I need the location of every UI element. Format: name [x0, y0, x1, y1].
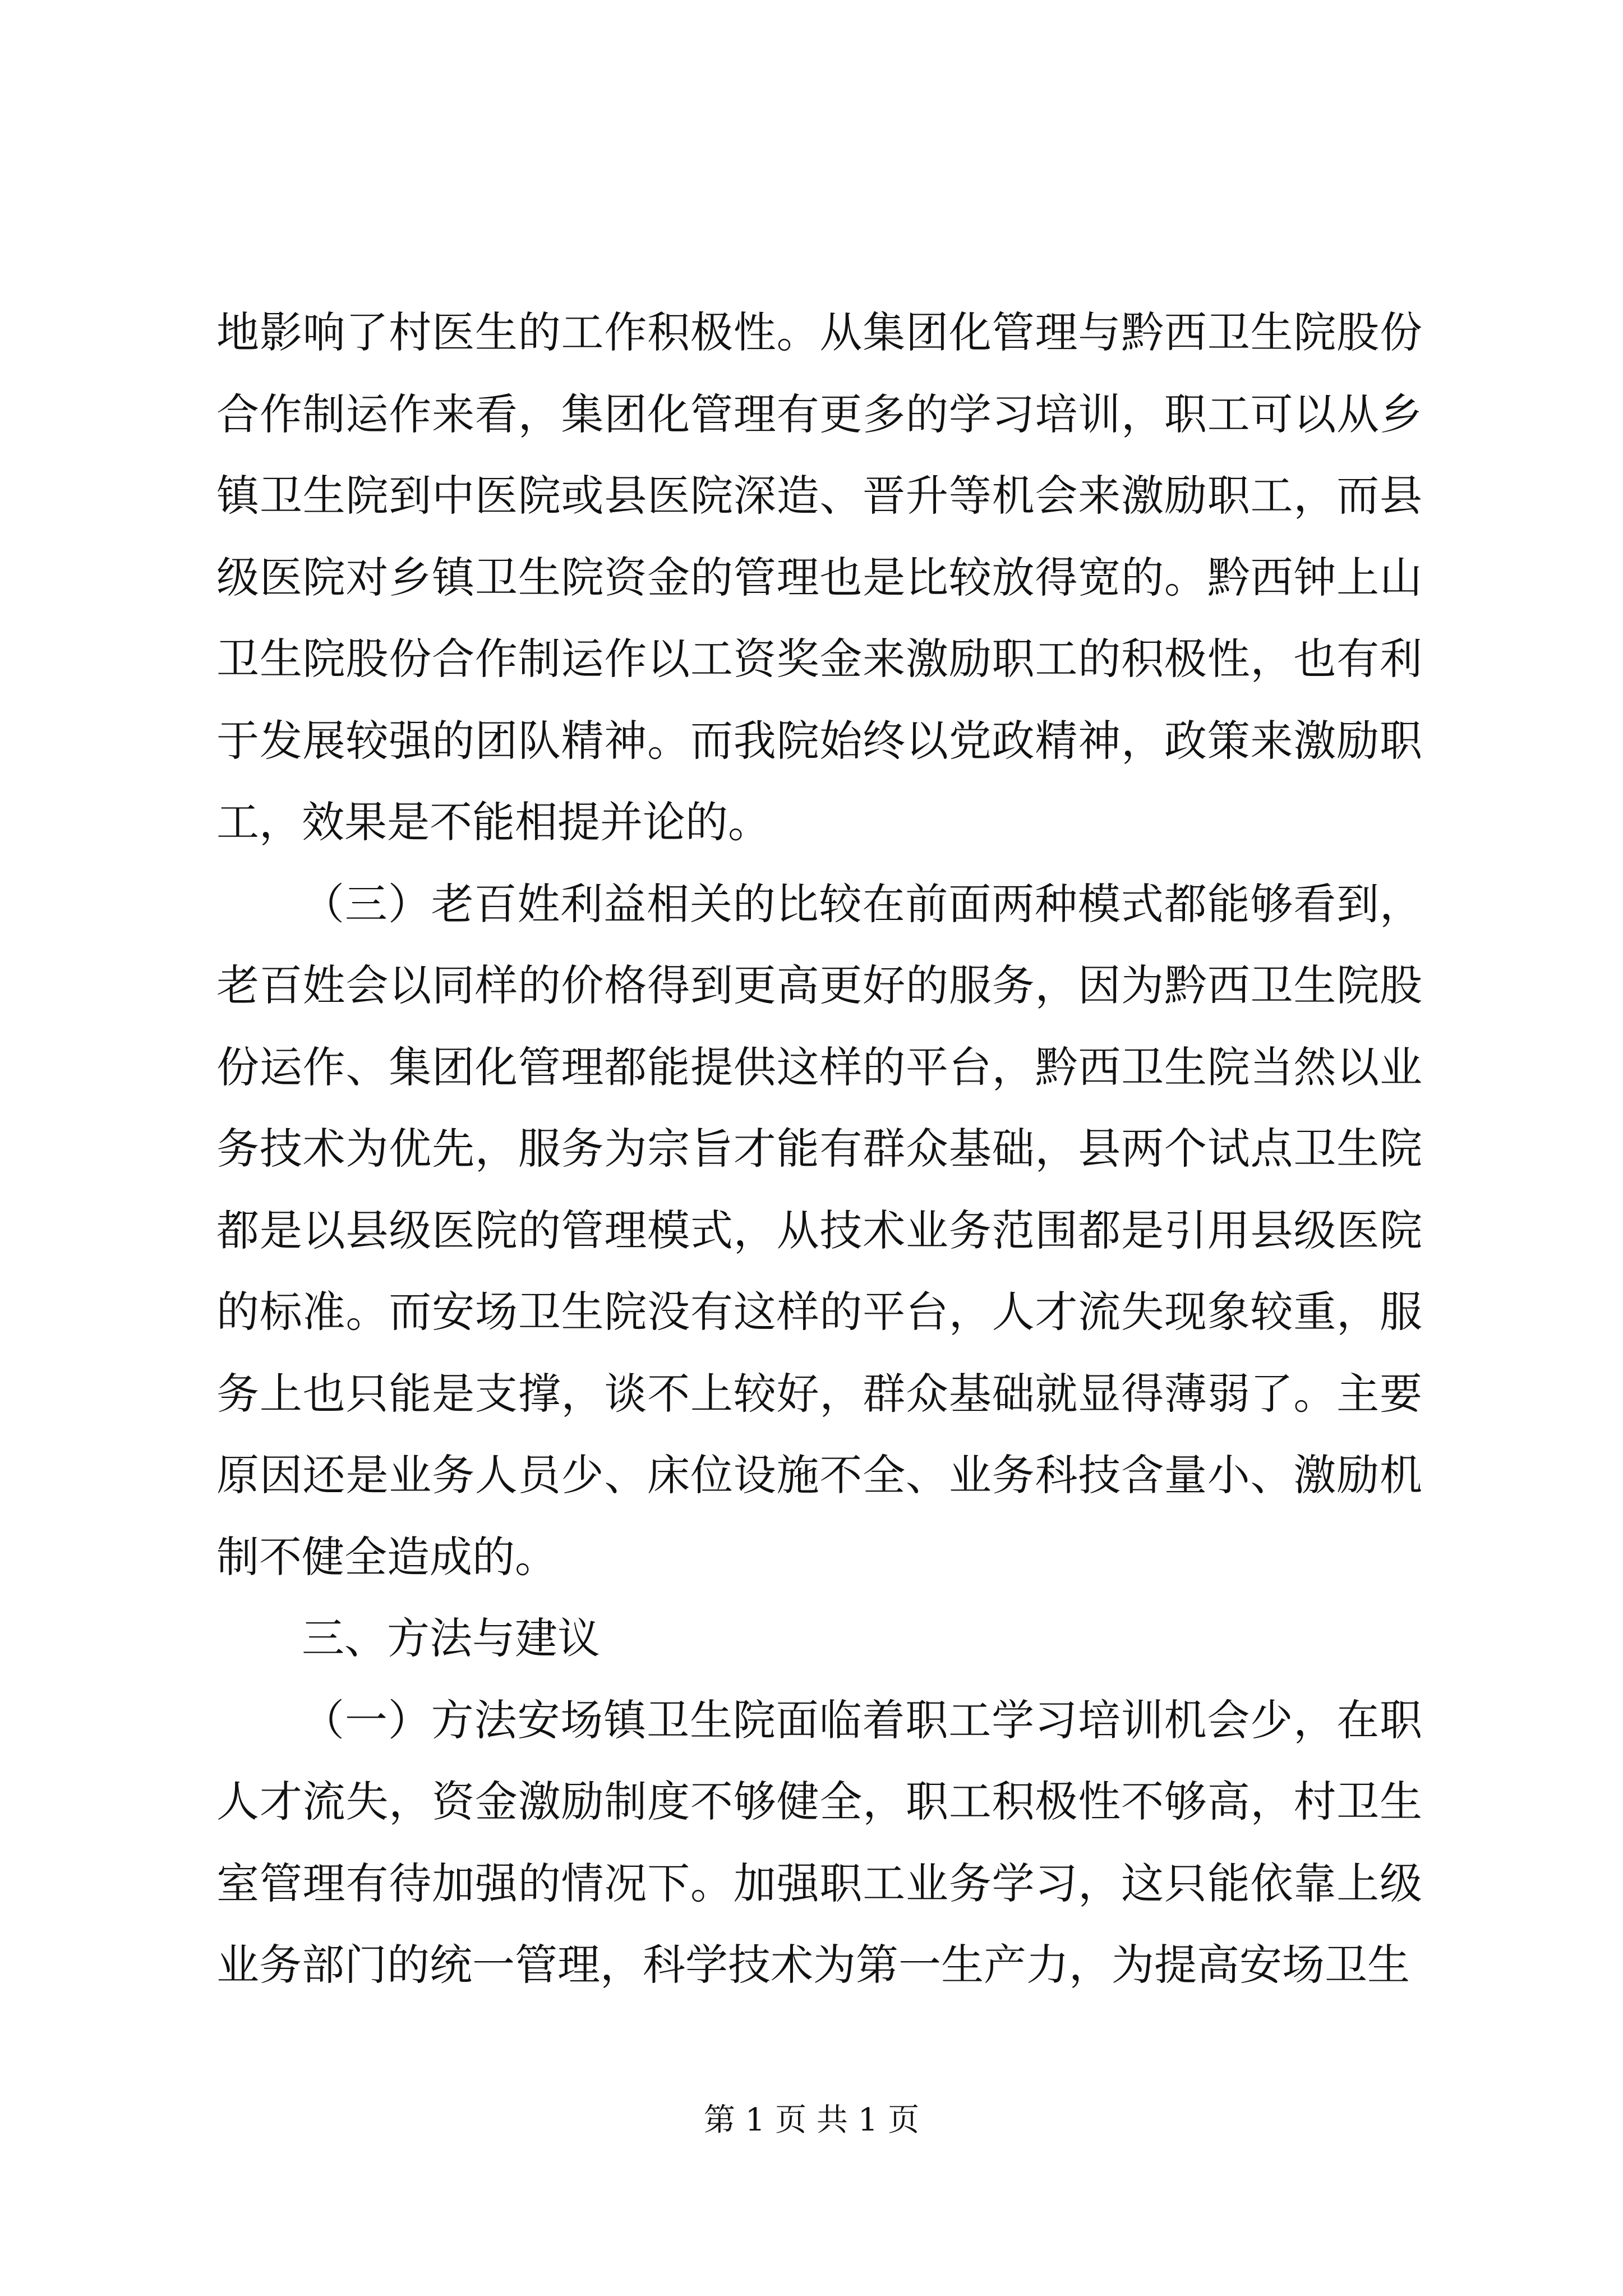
- document-body: [216, 292, 1422, 2006]
- section-heading-methods: 三、方法与建议: [302, 1613, 600, 1663]
- paragraph-method-one: （一）方法安场镇卫生院面临着职工学习培训机会少，在职人才流失，资金激励制度不够健全，职工积极性不够高，村卫生室管理有待加强的情况下。加强职工业务学习，这只能依靠上级业务部门的统一管理，科学技术为第一生产力，为提高安场卫生: [216, 1695, 1422, 1990]
- page-footer: 第 1 页 共 1 页: [703, 2102, 920, 2138]
- paragraph-continuation: 地影响了村医生的工作积极性。从集团化管理与黔西卫生院股份合作制运作来看，集团化管理有更多的学习培训，职工可以从乡镇卫生院到中医院或县医院深造、晋升等机会来激励职工，而县级医院对乡镇卫生院资金的管理也是比较放得宽的。黔西钟上山卫生院股份合作制运作以工资奖金来激励职工的积极性，也有利于发展较强的团队精神。而我院始终以党政精神，政策来激励职工，效果是不能相提并论的。: [216, 307, 1422, 847]
- paragraph-comparison-three: （三）老百姓利益相关的比较在前面两种模式都能够看到，老百姓会以同样的价格得到更高更好的服务，因为黔西卫生院股份运作、集团化管理都能提供这样的平台，黔西卫生院当然以业务技术为优先，服务为宗旨才能有群众基础，县两个试点卫生院都是以县级医院的管理模式，从技术业务范围都是引用县级医院的标准。而安场卫生院没有这样的平台，人才流失现象较重，服务上也只能是支撑，谈不上较好，群众基础就显得薄弱了。主要原因还是业务人员少、床位设施不全、业务科技含量小、激励机制不健全造成的。: [216, 878, 1422, 1582]
